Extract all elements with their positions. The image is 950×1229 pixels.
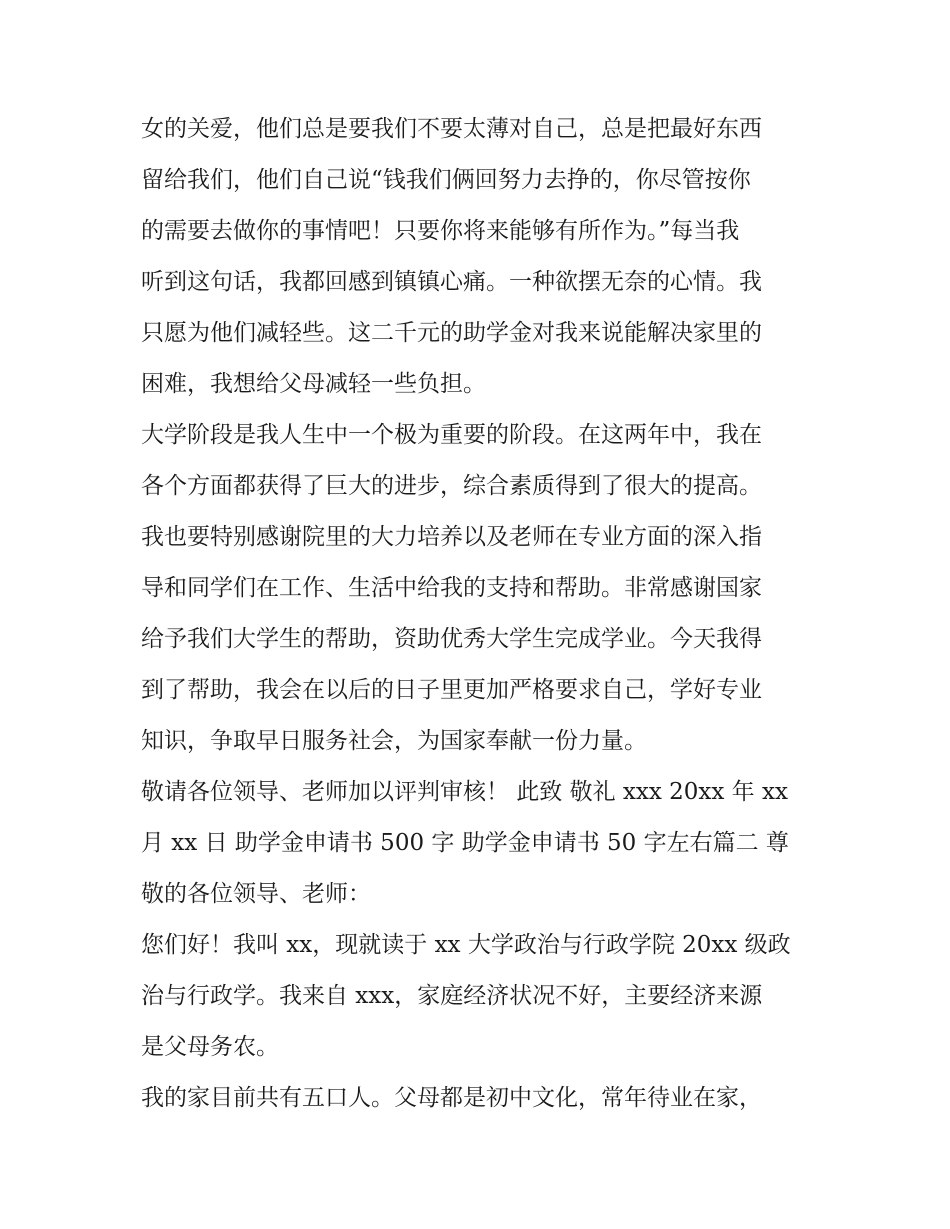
text-line: 的需要去做你的事情吧！只要你将来能够有所作为。”每当我 xyxy=(141,218,740,244)
text-line: 导和同学们在工作、生活中给我的支持和帮助。非常感谢国家 xyxy=(141,575,762,601)
text-line: 只愿为他们减轻些。这二千元的助学金对我来说能解决家里的 xyxy=(141,320,762,346)
text-line: 听到这句话，我都回感到镇镇心痛。一种欲摆无奈的心情。我 xyxy=(141,269,762,295)
text-line: 是父母务农。 xyxy=(141,1034,279,1060)
text-line: 大学阶段是我人生中一个极为重要的阶段。在这两年中，我在 xyxy=(141,422,762,448)
document-body xyxy=(141,104,813,1124)
text-line: 到了帮助，我会在以后的日子里更加严格要求自己，学好专业 xyxy=(141,677,762,703)
text-line: 困难，我想给父母减轻一些负担。 xyxy=(141,371,486,397)
text-line: 给予我们大学生的帮助，资助优秀大学生完成学业。今天我得 xyxy=(141,626,762,652)
text-line: 我也要特别感谢院里的大力培养以及老师在专业方面的深入指 xyxy=(141,524,762,550)
text-line: 我的家目前共有五口人。父母都是初中文化，常年待业在家， xyxy=(141,1085,762,1111)
text-line: 您们好！我叫 xx，现就读于 xx 大学政治与行政学院 20xx 级政 xyxy=(141,932,791,958)
text-line: 各个方面都获得了巨大的进步，综合素质得到了很大的提高。 xyxy=(141,473,762,499)
text-line: 知识，争取早日服务社会，为国家奉献一份力量。 xyxy=(141,728,647,754)
text-line: 敬的各位领导、老师： xyxy=(141,881,371,907)
text-line: 月 xx 日 助学金申请书 500 字 助学金申请书 50 字左右篇二 尊 xyxy=(141,830,789,856)
text-line: 留给我们，他们自己说“钱我们俩回努力去挣的，你尽管按你 xyxy=(141,167,751,193)
text-line: 女的关爱，他们总是要我们不要太薄对自己，总是把最好东西 xyxy=(141,116,762,142)
text-line: 治与行政学。我来自 xxx，家庭经济状况不好，主要经济来源 xyxy=(141,983,763,1009)
text-line: 敬请各位领导、老师加以评判审核！ 此致 敬礼 xxx 20xx 年 xx xyxy=(141,779,788,805)
